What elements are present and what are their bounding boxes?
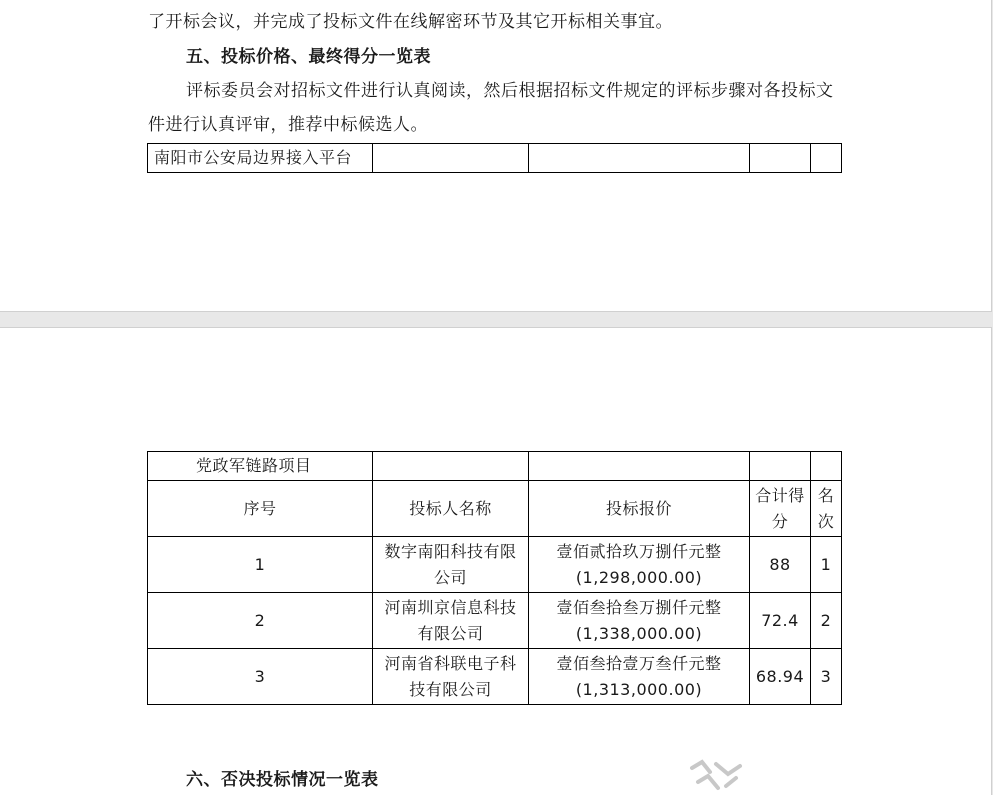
header-score-line: 分 <box>771 511 789 531</box>
empty-cell <box>373 144 529 173</box>
table-row <box>148 593 842 649</box>
header-score <box>750 481 811 537</box>
document-page-1 <box>0 0 992 312</box>
bidder-line: 有限公司 <box>417 623 484 643</box>
table-row <box>148 649 842 705</box>
price-words: 壹佰叁拾壹万叁仟元整 <box>556 653 722 673</box>
section-5-heading: 五、投标价格、最终得分一览表 <box>186 47 431 67</box>
rank-cell: 1 <box>811 537 842 593</box>
empty-cell <box>529 452 750 481</box>
bidder-line: 技有限公司 <box>409 679 492 699</box>
header-score-line: 合计得 <box>755 485 805 505</box>
text-line: 了开标会议，并完成了投标文件在线解密环节及其它开标相关事宜。 <box>148 12 673 32</box>
price-number: (1,313,000.00) <box>575 679 703 699</box>
paragraph-line: 件进行认真评审，推荐中标候选人。 <box>148 115 428 135</box>
section-6-heading: 六、否决投标情况一览表 <box>186 770 379 790</box>
document-page-2 <box>0 327 992 795</box>
paragraph-line: 评标委员会对招标文件进行认真阅读，然后根据招标文件规定的评标步骤对各投标文 <box>186 81 834 101</box>
header-seq: 序号 <box>148 481 373 537</box>
bidder-line: 河南省科联电子科 <box>384 653 517 673</box>
project-table-header <box>147 143 842 173</box>
project-name-cell: 南阳市公安局边界接入平台 <box>148 144 373 173</box>
seq-cell: 1 <box>148 537 373 593</box>
bidder-cell <box>373 649 529 705</box>
empty-cell <box>750 144 811 173</box>
empty-cell <box>750 452 811 481</box>
price-cell <box>529 593 750 649</box>
rank-cell: 3 <box>811 649 842 705</box>
score-cell: 72.4 <box>750 593 811 649</box>
bidder-line: 河南圳京信息科技 <box>384 597 517 617</box>
price-number: (1,338,000.00) <box>575 623 703 643</box>
bidder-line: 公司 <box>433 567 467 587</box>
project-name-cell: 党政军链路项目 <box>148 452 373 481</box>
bid-score-table <box>147 451 842 705</box>
empty-cell <box>811 144 842 173</box>
stamp-mark-icon <box>688 758 748 794</box>
table-row <box>148 537 842 593</box>
empty-cell <box>529 144 750 173</box>
seq-cell: 3 <box>148 649 373 705</box>
header-rank-line: 次 <box>817 511 835 531</box>
price-number: (1,298,000.00) <box>575 567 703 587</box>
price-words: 壹佰叁拾叁万捌仟元整 <box>556 597 722 617</box>
bidder-cell <box>373 593 529 649</box>
empty-cell <box>373 452 529 481</box>
price-words: 壹佰贰拾玖万捌仟元整 <box>556 541 722 561</box>
bidder-cell <box>373 537 529 593</box>
score-cell: 88 <box>750 537 811 593</box>
empty-cell <box>811 452 842 481</box>
price-cell <box>529 649 750 705</box>
rank-cell: 2 <box>811 593 842 649</box>
header-price: 投标报价 <box>529 481 750 537</box>
price-cell <box>529 537 750 593</box>
bidder-line: 数字南阳科技有限 <box>384 541 517 561</box>
score-cell: 68.94 <box>750 649 811 705</box>
header-rank-line: 名 <box>817 485 835 505</box>
header-bidder: 投标人名称 <box>373 481 529 537</box>
header-rank <box>811 481 842 537</box>
seq-cell: 2 <box>148 593 373 649</box>
